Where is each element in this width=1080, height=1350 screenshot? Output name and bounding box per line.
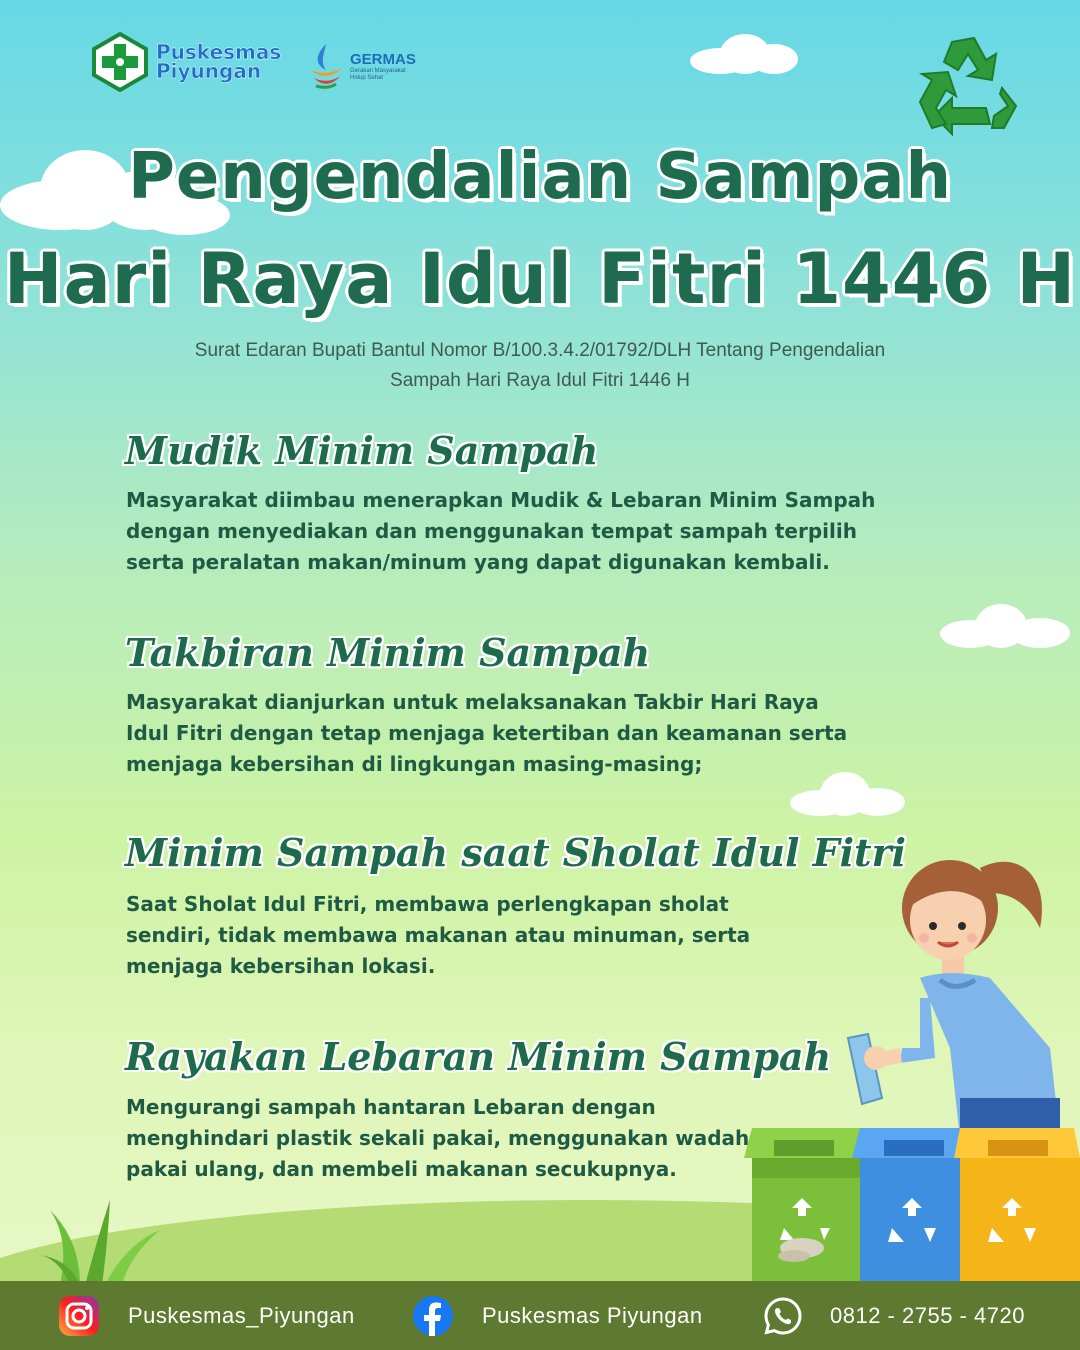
puskesmas-name-line1: Puskesmas (156, 40, 282, 64)
body-line: Masyarakat diimbau menerapkan Mudik & Lebaran Minim Sampah (126, 488, 876, 512)
subtitle-line1: Surat Edaran Bupati Bantul Nomor B/100.3.4.2/01792/DLH Tentang Pengendalian (194, 340, 886, 361)
recycle-icon (912, 32, 1024, 140)
footer-bar (0, 1281, 1080, 1350)
germas-logo (306, 40, 416, 92)
section-title-lebaran: Rayakan Lebaran Minim Sampah (125, 1034, 832, 1079)
body-line: Mengurangi sampah hantaran Lebaran dengan (126, 1095, 656, 1119)
green-bin (744, 1128, 872, 1288)
subtitle-line2: Sampah Hari Raya Idul Fitri 1446 H (390, 370, 690, 391)
body-line: Masyarakat dianjurkan untuk melaksanakan Takbir Hari Raya (126, 690, 819, 714)
facebook-icon (412, 1295, 454, 1337)
whatsapp-number: 0812 - 2755 - 4720 (830, 1302, 1025, 1328)
body-line: menjaga kebersihan lokasi. (126, 954, 436, 978)
germas-sub1: Gerakan Masyarakat (350, 67, 406, 74)
blue-bin (852, 1128, 972, 1288)
whatsapp-icon (762, 1295, 804, 1337)
body-line: Saat Sholat Idul Fitri, membawa perlengkapan sholat (126, 892, 729, 916)
whatsapp-link[interactable] (762, 1295, 1025, 1337)
grass-tuft-icon (40, 1200, 180, 1285)
title-line1: Pengendalian Sampah (127, 140, 953, 214)
section-body-takbiran (126, 687, 847, 780)
section-body-sholat (126, 889, 750, 982)
girl-illustration (820, 848, 1080, 1168)
section-body-lebaran (126, 1092, 749, 1185)
instagram-icon (58, 1295, 100, 1337)
body-line: dengan menyediakan dan menggunakan tempat sampah terpilih (126, 519, 857, 543)
germas-sub2: Hidup Sehat (350, 74, 384, 81)
body-line: sendiri, tidak membawa makanan atau minuman, serta (126, 923, 751, 947)
body-line: menjaga kebersihan di lingkungan masing-masing; (126, 752, 703, 776)
instagram-handle: Puskesmas_Piyungan (128, 1302, 355, 1328)
body-line: menghindari plastik sekali pakai, menggunakan wadah (126, 1126, 750, 1150)
germas-title: GERMAS (350, 50, 416, 68)
section-title-mudik: Mudik Minim Sampah (125, 428, 599, 473)
subtitle (140, 336, 940, 396)
section-body-mudik (126, 485, 875, 578)
recycle-bins-illustration (744, 1128, 1080, 1288)
puskesmas-cross-icon (90, 32, 150, 92)
yellow-bin (954, 1128, 1080, 1288)
section-title-sholat: Minim Sampah saat Sholat Idul Fitri (125, 830, 907, 875)
body-line: pakai ulang, dan membeli makanan secukupnya. (126, 1157, 677, 1181)
body-line: Idul Fitri dengan tetap menjaga ketertiban dan keamanan serta (126, 721, 848, 745)
instagram-link[interactable] (58, 1295, 355, 1337)
germas-emblem-icon (306, 40, 346, 92)
puskesmas-logo (90, 32, 281, 92)
facebook-name: Puskesmas Piyungan (482, 1302, 703, 1328)
body-line: serta peralatan makan/minum yang dapat digunakan kembali. (126, 550, 830, 574)
title-line2: Hari Raya Idul Fitri 1446 H (3, 238, 1077, 320)
section-title-takbiran: Takbiran Minim Sampah (125, 630, 651, 675)
facebook-link[interactable] (412, 1295, 703, 1337)
puskesmas-name-line2: Piyungan (156, 59, 262, 83)
